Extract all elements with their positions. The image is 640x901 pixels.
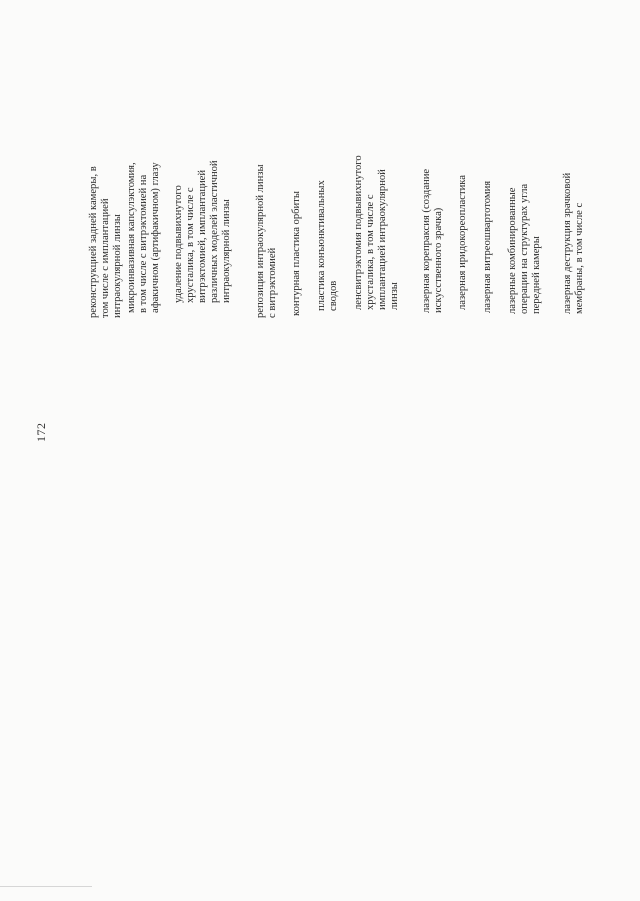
entry-posterior-chamber-reconstruction: [88, 166, 124, 318]
entry-line: интраокулярной линзы: [221, 199, 232, 303]
entry-conjunctival-fornix-plasty: [316, 180, 340, 311]
entry-iol-repositioning: [255, 164, 279, 318]
entry-laser-corepraxis: [421, 169, 445, 313]
entry-subluxated-lens-removal: [173, 160, 233, 303]
entry-laser-vitreoschwartotomy: [482, 181, 494, 313]
entry-line: с витрэктомией: [267, 247, 278, 318]
entry-line: реконструкцией задней камеры, в: [88, 166, 99, 318]
entry-line: операции на структурах угла: [519, 183, 530, 314]
entry-orbital-contour-plasty: [291, 191, 303, 316]
entry-line: мембраны, в том числе с: [574, 202, 585, 314]
scan-edge-line: [0, 886, 92, 887]
entry-line: удаление подвывихнутого: [173, 185, 184, 303]
entry-line: лазерная иридокореопластика: [457, 175, 468, 310]
entry-line: хрусталика, в том числе с: [365, 194, 376, 310]
entry-line: хрусталика, в том числе с: [185, 187, 196, 303]
entry-line: том числе с имплантацией: [100, 198, 111, 318]
entry-line: передней камеры: [531, 236, 542, 314]
entry-laser-pupillary-membrane-destruction: [562, 173, 586, 314]
entry-laser-combined-operations: [507, 184, 543, 314]
entry-line: сводов: [328, 280, 339, 311]
entry-line: линзы: [389, 282, 400, 310]
entry-line: контурная пластика орбиты: [291, 191, 302, 316]
entry-line: витрэктомией, имплантацией: [197, 169, 208, 303]
entry-line: лазерная корепраксия (создание: [421, 168, 432, 313]
entry-line: различных моделей эластичной: [209, 160, 220, 303]
entry-line: имплантацией интраокулярной: [377, 169, 388, 310]
entry-line: пластика конъюнктивальных: [316, 180, 327, 311]
entry-line: лазерная деструкция зрачковой: [562, 172, 573, 314]
entry-lensvitrectomy: [353, 155, 401, 310]
entry-line: интраокулярной линзы: [112, 214, 123, 318]
entry-line: искусственного зрачка): [433, 207, 444, 313]
entry-line: ленсвитрэктомия подвывихнутого: [353, 155, 364, 310]
entry-line: лазерные комбинированные: [507, 187, 518, 314]
page-number: 172: [34, 422, 48, 442]
entry-line: в том числе с витрэктомией на: [138, 174, 149, 313]
entry-line: микроинвазивная капсулэктомия,: [126, 162, 137, 313]
entry-line: лазерная витреошвартотомия: [482, 180, 493, 313]
entry-line: репозиция интраокулярной линзы: [255, 164, 266, 318]
entry-microinvasive-capsulectomy: [126, 162, 162, 313]
entry-line: афакичном (артифакичном) глазу: [150, 162, 161, 313]
entry-laser-iridocoreoplasty: [457, 175, 469, 310]
